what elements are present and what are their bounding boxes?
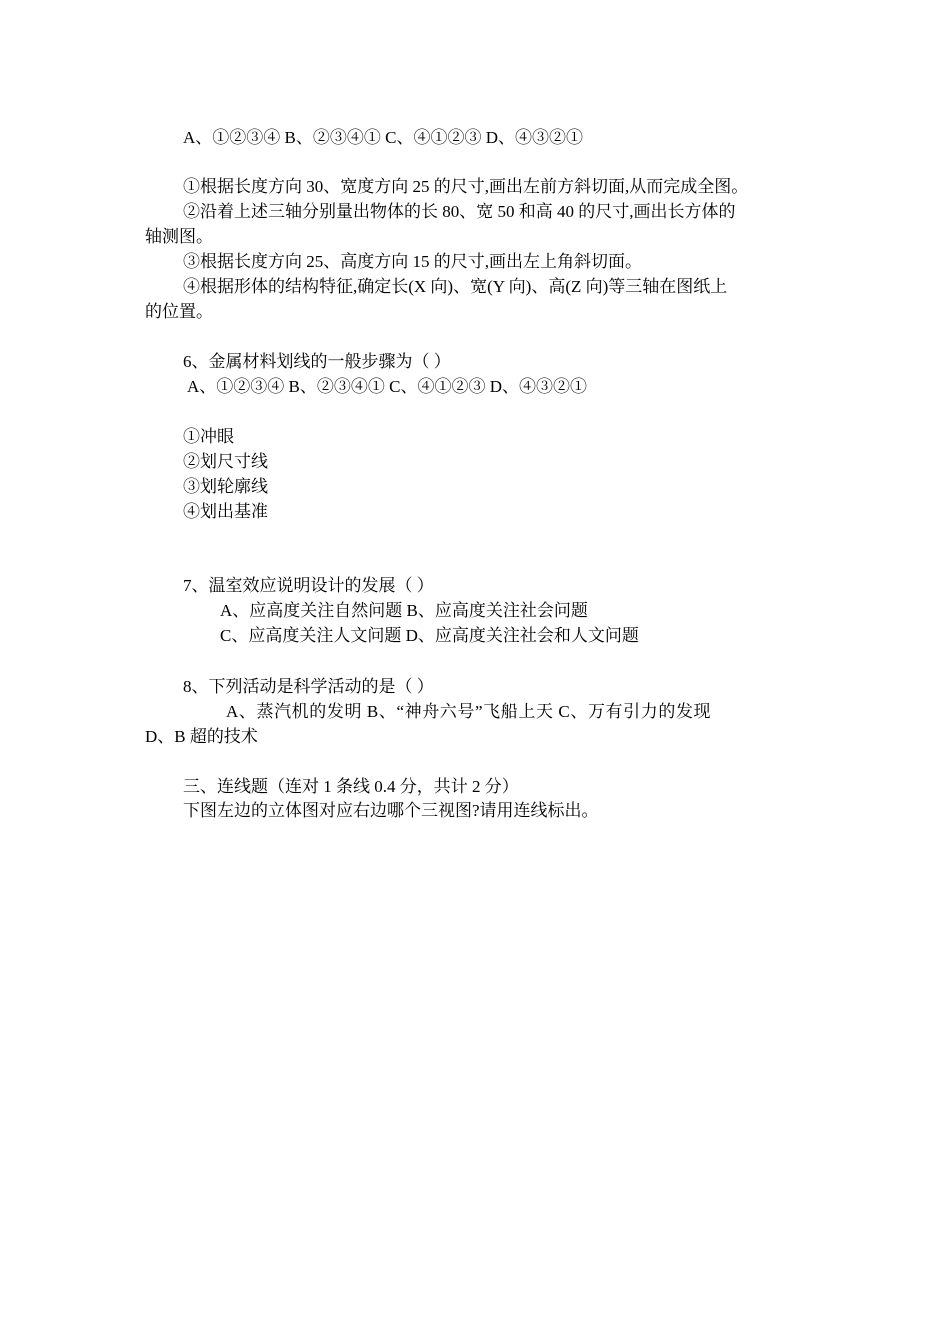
q6-options: A、①②③④ B、②③④① C、④①②③ D、④③②① [187,377,587,396]
q6-item-3: ③划轮廓线 [183,477,268,496]
q5-step-3: ③根据长度方向 25、高度方向 15 的尺寸,画出左上角斜切面。 [183,252,642,271]
q6-question: 6、金属材料划线的一般步骤为（ ） [183,352,451,371]
q5-step-2-cont: 轴测图。 [145,227,213,246]
q6-item-1: ①冲眼 [183,427,234,446]
q6-item-2: ②划尺寸线 [183,452,268,471]
q5-step-4-cont: 的位置。 [145,302,213,321]
section-3-heading: 三、连线题（连对 1 条线 0.4 分，共计 2 分） [183,777,519,796]
q5-step-1: ①根据长度方向 30、宽度方向 25 的尺寸,画出左前方斜切面,从而完成全图。 [183,177,749,196]
section-3-instruction: 下图左边的立体图对应右边哪个三视图?请用连线标出。 [183,801,599,820]
q5-step-2: ②沿着上述三轴分别量出物体的长 80、宽 50 和高 40 的尺寸,画出长方体的 [183,202,736,221]
q6-item-4: ④划出基准 [183,502,268,521]
q7-options-cd: C、应高度关注人文问题 D、应高度关注社会和人文问题 [220,626,639,645]
q5-options: A、①②③④ B、②③④① C、④①②③ D、④③②① [183,128,583,147]
q8-options-cont: D、B 超的技术 [145,727,258,746]
q7-options-ab: A、应高度关注自然问题 B、应高度关注社会问题 [220,601,588,620]
q8-options: A、蒸汽机的发明 B、“神舟六号”飞船上天 C、万有引力的发现 [226,702,712,721]
q8-question: 8、下列活动是科学活动的是（ ） [183,677,434,696]
q5-step-4: ④根据形体的结构特征,确定长(X 向)、宽(Y 向)、高(Z 向)等三轴在图纸上 [183,277,728,296]
q7-question: 7、温室效应说明设计的发展（ ） [183,576,434,595]
